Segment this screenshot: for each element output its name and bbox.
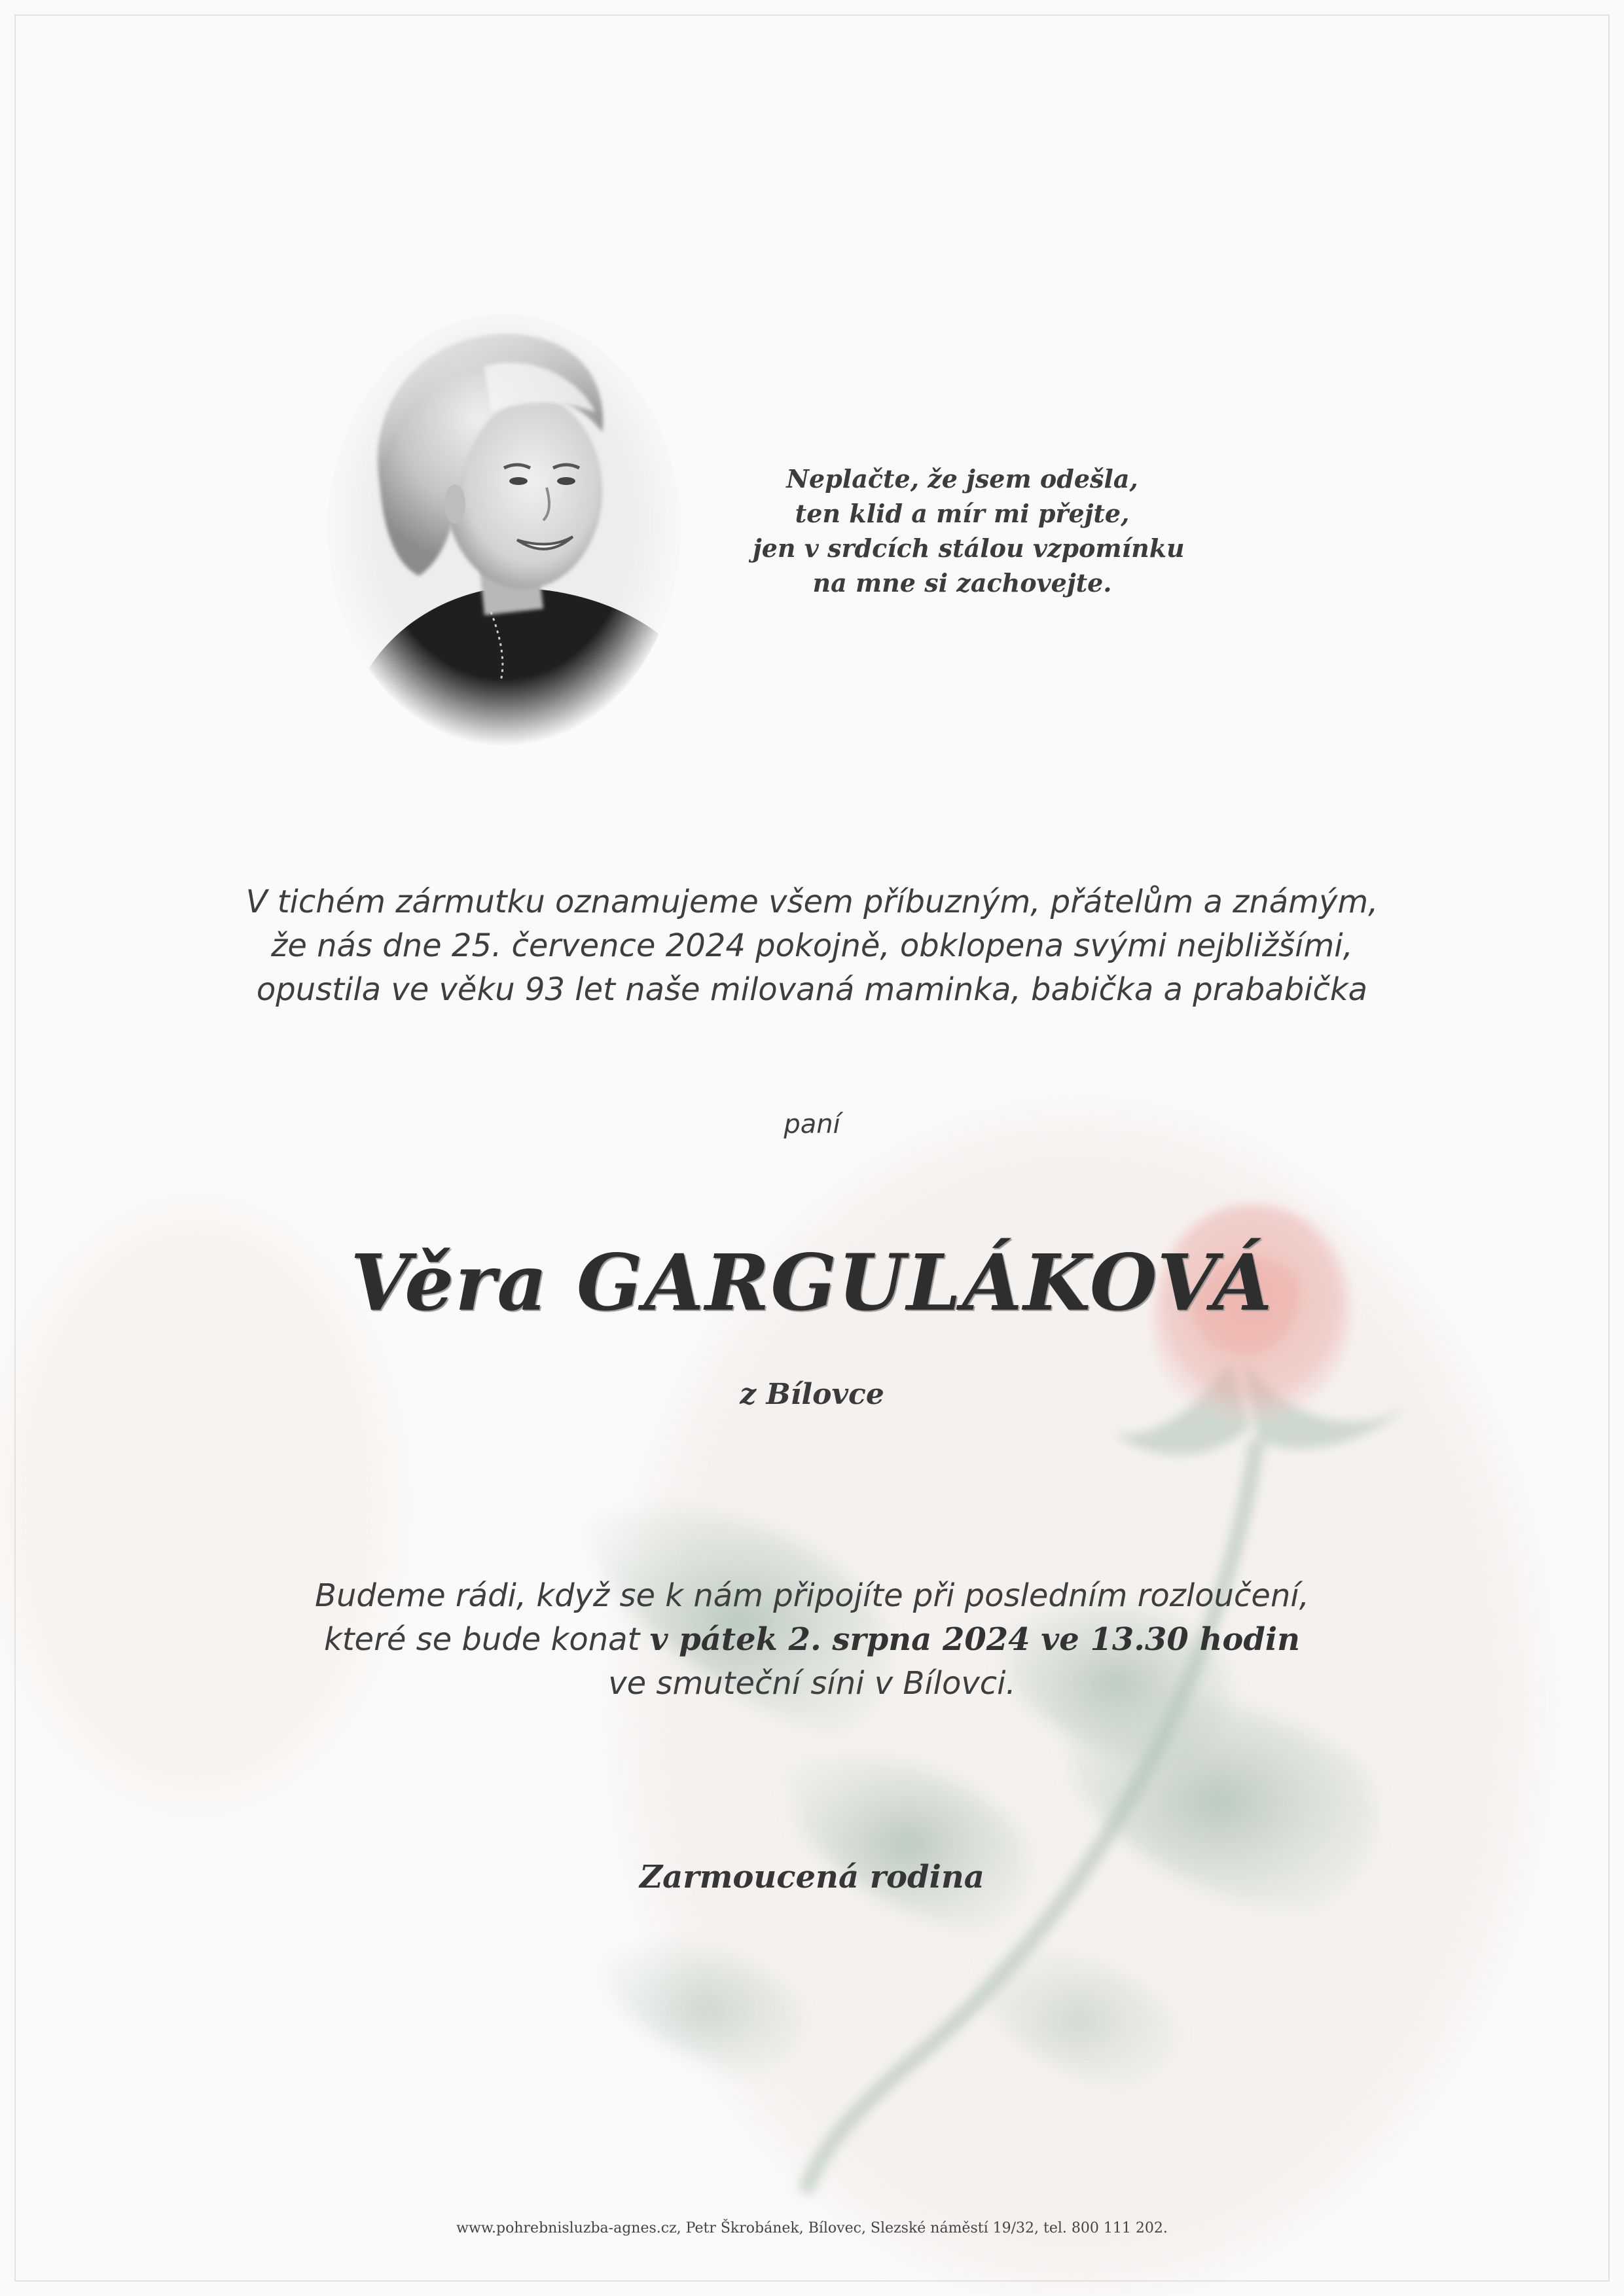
- deceased-origin: z Bílovce: [740, 1378, 884, 1411]
- announcement-line: že nás dne 25. července 2024 pokojně, obklopena svými nejbližšími,: [271, 927, 1353, 964]
- deceased-name: Věra GARGULÁKOVÁ: [350, 1237, 1274, 1328]
- invitation-line: Budeme rádi, když se k nám připojíte při posledním rozloučení,: [315, 1577, 1309, 1614]
- portrait-photo: [327, 314, 681, 746]
- invitation-line: [131, 1618, 1493, 1662]
- death-announcement: [131, 880, 1493, 1012]
- poem-line: na mne si zachovejte.: [812, 568, 1112, 598]
- memorial-poem: [753, 461, 1185, 600]
- invitation-line: ve smuteční síni v Bílovci.: [608, 1665, 1016, 1702]
- invitation-text: které se bude konat: [323, 1621, 650, 1658]
- family-signature: Zarmoucená rodina: [640, 1859, 984, 1895]
- funeral-invitation: [131, 1574, 1493, 1706]
- poem-line: jen v srdcích stálou vzpomínku: [753, 533, 1185, 563]
- poem-line: ten klid a mír mi přejte,: [795, 499, 1130, 528]
- poem-line: Neplačte, že jsem odešla,: [786, 464, 1138, 493]
- salutation: paní: [784, 1109, 840, 1139]
- funeral-date-time: v pátek 2. srpna 2024 ve 13.30 hodin: [649, 1621, 1301, 1658]
- funeral-service-footer: www.pohrebnisluzba-agnes.cz, Petr Škrobánek, Bílovec, Slezské náměstí 19/32, tel. 800 111 202.: [456, 2220, 1168, 2236]
- announcement-line: opustila ve věku 93 let naše milovaná maminka, babička a prababička: [256, 971, 1368, 1008]
- announcement-line: V tichém zármutku oznamujeme všem příbuzným, přátelům a známým,: [245, 884, 1379, 920]
